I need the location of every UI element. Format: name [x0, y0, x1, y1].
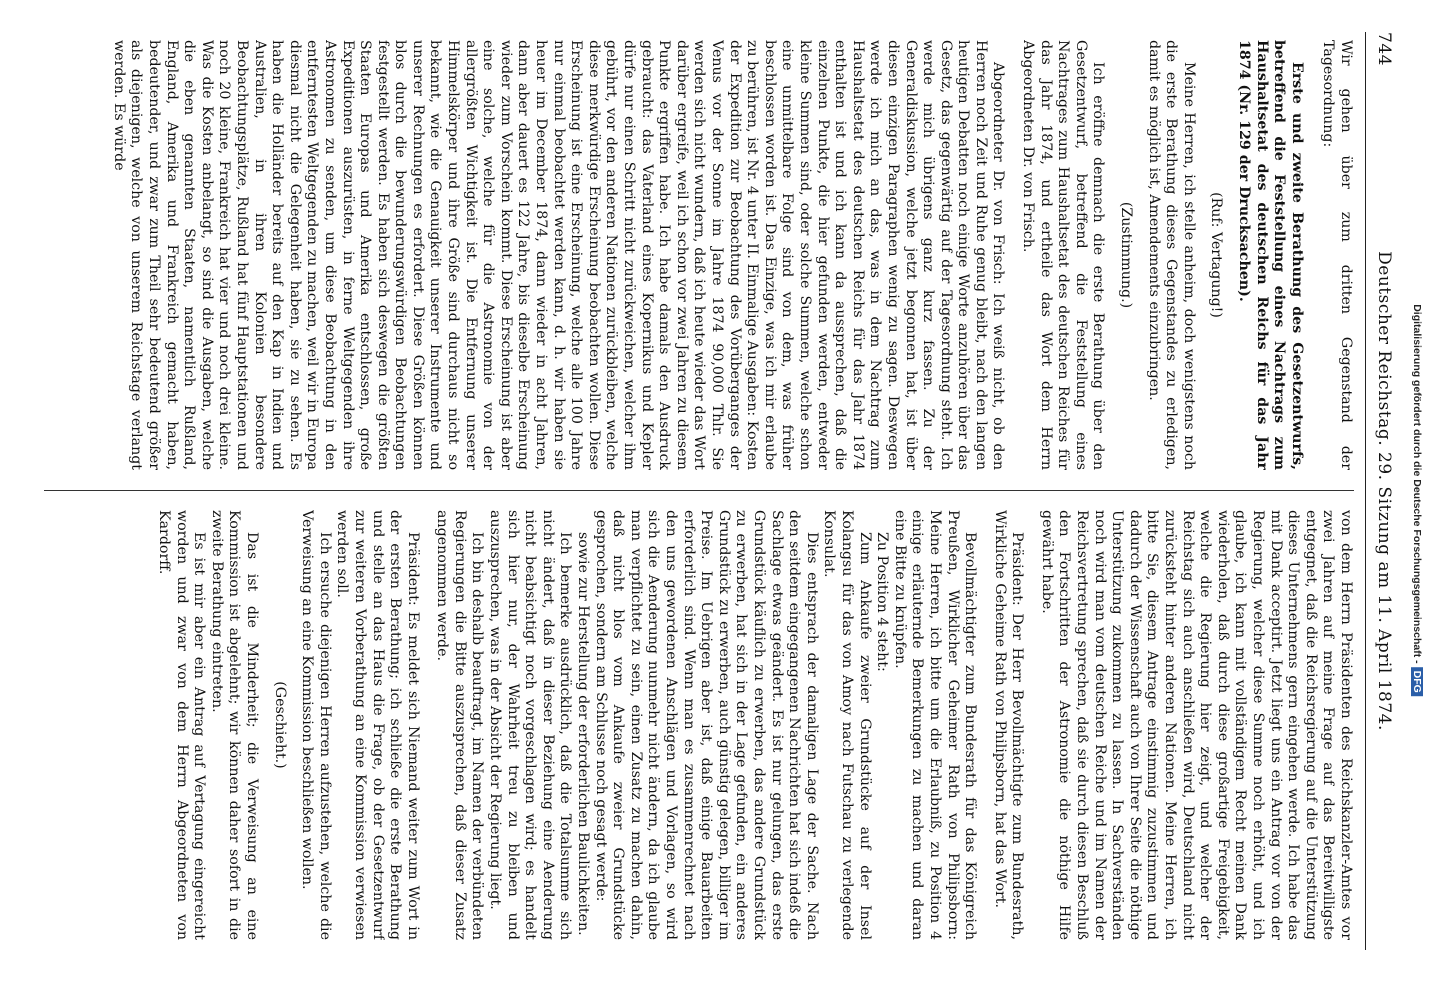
paragraph: Abgeordneter Dr. von Frisch: Ich weiß nicht, ob den Herren noch Zeit und Ruhe genug bleibt, nach den langen heutigen Debatten noch einige Worte anzuhören über das Gesetz, das gegenwärtig auf der Tagesordnung steht. Ich werde mich übrigens ganz kurz fassen. Zu der Generaldiskussion, welche jetzt begonnen hat, ist über diesen einzigen Paragraphen wenig zu sagen. Deswegen werde ich mich an das, was in dem Nachtrag zum Haushaltsetat des deutschen Reichs für das Jahr 1874 enthalten ist und ich kann da aussprechen, daß die einzelnen Punkte, die hier gefunden werden, entweder kleine Summen sind, oder solche Summen, welche schon eine unmittelbare Folge sind von dem, was früher beschlossen worden ist. Das Einzige, was ich mir erlaube zu berühren, ist Nr. 4 unter II. Einmalige Ausgaben: Kosten der Expedition zur Beobachtung des Vorüberganges der Venus vor der Sonne im Jahre 1874 90,000 Thlr. Sie werden sich nicht wundern, daß ich heute wieder das Wort darüber ergreife, weil ich schon vor zwei Jahren zu diesem Punkte ergriffen habe. Ich habe damals den Ausdruck gebraucht: das Vaterland eines Kopernikus und Kepler dürfe nur einen Schritt nicht zurückweichen, welcher ihm gebührt, vor den anderen Nationen zurückbleiben, welche diese merkwürdige Erscheinung beobachten wollen. Diese Erscheinung ist eine Erscheinung, welche alle 100 Jahre nur einmal beobachtet werden kann, d. h. wir haben sie heuer im December 1874, dann wieder in acht Jahren, dann aber dauert es 122 Jahre, bis dieselbe Erscheinung wieder zum Vorschein kommt. Diese Erscheinung ist aber eine solche, welche für die Astronomie von der allergrößten Wichtigkeit ist. Die Entfernung unserer Himmelskörper und ihre Größe sind durchaus nicht so bekannt, wie die Genauigkeit unserer Instrumente und unserer Rechnungen es erfordert. Diese Größen können blos durch die bewunderungswürdigen Beobachtungen festgestellt werden. Es haben sich deswegen die größten Staaten Europas und Amerika entschlossen, große Expeditionen auszurüsten, in ferne Weltgegenden ihre Astronomen zu senden, um diese Beobachtung in den entferntesten Weltgegenden zu machen, weil wir in Europa diesmal nicht die Gelegenheit haben, sie zu sehen. Es haben die Holländer bereits auf den Kap in Indien und Australien, in ihren Kolonien besondere Beobachtungsplätze, Rußland hat fünf Hauptstationen und noch 20 kleine, Frankreich hat vier und noch drei kleine. Was die Kosten anbelangt, so sind die Ausgaben, welche die eben genannten Staaten, namentlich Rußland, England, Amerika und Frankreich gemacht haben, bedeutender, und zwar zum Theil sehr bedeutend größer als diejenigen, welche von unserem Reichstage verlangt werden. Es würde [110, 40, 1007, 470]
paragraph: Meine Herren, ich stelle anheim, doch wenigstens noch die erste Berathung dieses Gegenstandes zu erledigen, damit es möglich ist, Amendements einzubringen. [1145, 40, 1197, 470]
paragraph: Ich bin deshalb beauftragt, im Namen der verbündeten Regierungen die Bitte auszusprechen, daß dieser Zusatz angenommen werde. [434, 510, 486, 940]
paragraph: Präsident: Es meldet sich Niemand weiter zum Wort in der ersten Berathung; ich schließe die erste Berathung und stelle an das Haus die Frage, ob der Gesetzentwurf zur weiteren Vorberathung an eine Kommission verwiesen werden soll. [334, 510, 421, 940]
paragraph-gap [421, 510, 433, 940]
paragraph-gap [1025, 510, 1037, 940]
stage-direction: (Geschieht.) [271, 681, 288, 769]
stage-direction: (Zustimmung.) [1118, 201, 1135, 309]
paragraph: Dies entsprach der damaligen Lage der Sache. Nach den seitdem eingegangenen Nachrichten hat sich indeß die Sachlage etwas geändert. Es ist nur gelungen, das erste Grundstück käuflich zu erwerben, das andere Grundstück zu erwerben, hat sich in der Lage gefunden, ein anderes Grundstück zu erwerben, auch günstig gelegen, billiger im Preise. Im Uebrigen aber ist, daß einige Bauarbeiten erforderlich sind. Wenn man es zusammenrechnet nach den uns gewordenen Anschlägen und Vorlagen, so wird sich die Aenderung nunmehr nicht ändern, da ich glaube man verpflichtet zu sein, einen Zusatz zu machen dahin, daß nicht blos vom Ankaufe zweier Grundstücke gesprochen, sondern am Schlusse noch gesagt werde: [592, 510, 820, 940]
paragraph: von dem Herrn Präsidenten des Reichskanzler-Amtes vor zwei Jahren auf meine Frage auf das Bereitwilligste entgegnet, daß die Reichsregierung auf die Unterstützung dieses Unternehmens gern eingehen werde. Ich habe das mit Dank acceptirt. Jetzt liegt uns ein Antrag vor von der Regierung, welcher diese Summe noch erhöht, und ich glaube, ich kann mit vollständigem Recht meinen Dank wiederholen, daß durch diese großartige Freigebigkeit, welche die Regierung hier zeigt, und welcher der Reichstag sich auch anschließen wird, Deutschland nicht zurücksteht hinter anderen Nationen. Meine Herren, ich bitte Sie, diesem Antrage einstimmig zuzustimmen und dadurch der Wissenschaft auch von Ihrer Seite die nöthige Unterstützung zukommen zu lassen. In Sachverständen noch wird man vom deutschen Reiche und im Namen der Reichsvertretung sprechen, daß sie durch diesen Beschluß den Fortschritten der Astronomie die nöthige Hilfe gewährt habe. [1038, 510, 1354, 940]
paragraph: Zum Ankaufe zweier Grundstücke auf der Insel Kolangsu für das von Amoy nach Futschau zu verlegende Konsulat. [821, 510, 873, 940]
stage-direction: (Ruf: Vertagung!) [1208, 192, 1225, 318]
right-column [44, 510, 1354, 940]
credit-text: Digitalisierung gefördert durch die Deutsche Forschungsgemeinschaft - [1411, 304, 1423, 664]
running-title: Deutscher Reichstag. 29. Sitzung am 11. April 1874. [1374, 251, 1394, 731]
paragraph-gap [978, 510, 990, 940]
header-rule [1365, 32, 1366, 950]
agenda-heading: Erste und zweite Berathung des Gesetzentwurfs, betreffend die Feststellung eines Nachtrags zum Haushaltsetat des deutschen Reichs für das Jahr 1874 (Nr. 129 der Drucksachen). [1236, 40, 1305, 470]
page-header [1362, 32, 1402, 950]
paragraph: sowie zur Herstellung der erforderlichen Baulichkeiten. [575, 532, 592, 936]
paragraph: Ich ersuche diejenigen Herren aufzustehen, welche die Verweisung an eine Kommission beschließen wollen. [299, 510, 333, 940]
left-column [44, 40, 1354, 470]
paragraph: Ich eröffne demnach die erste Berathung über den Gesetzentwurf, betreffend die Feststellung eines Nachtrages zum Haushaltsetat des deutschen Reiches für das Jahr 1874, und ertheile das Wort dem Herrn Abgeordneten Dr. von Frisch. [1020, 40, 1107, 470]
paragraph-gap [1007, 40, 1019, 470]
paragraph: Bevollmächtigter zum Bundesrath für das Königreich Preußen, Wirklicher Geheimer Rath von Philipsborn: Meine Herren, ich bitte um die Erlaubniß, zu Position 4 einige erläuternde Bemerkungen zu machen und daran eine Bitte zu knüpfen. [891, 510, 979, 940]
digitization-credit [1411, 304, 1423, 696]
paragraph: Ich bemerke ausdrücklich, daß die Totalsumme sich nicht ändert, daß in dieser Beziehung eine Aenderung nicht beabsichtigt noch vorgeschlagen wird; es handelt sich hier nur, der Wahrheit treu zu bleiben und auszusprechen, was in der Absicht der Regierung liegt. [487, 510, 574, 940]
paragraph: Zu Position 4 steht: [874, 532, 891, 672]
scanned-page [16, 10, 1416, 990]
paragraph: Wir gehen über zum dritten Gegenstand der Tagesordnung: [1320, 40, 1354, 470]
paragraph: Präsident: Der Herr Bevollmächtigte zum Bundesrath, Wirkliche Geheime Rath von Philipsborn, hat das Wort. [991, 510, 1026, 940]
dfg-logo: DFG [1411, 668, 1423, 696]
paragraph: Das ist die Minderheit; die Verweisung an eine Kommission ist abgelehnt; wir können daher sofort in die zweite Berathung eintreten. [208, 510, 260, 940]
paragraph: Es ist mir aber ein Antrag auf Vertagung eingereicht worden und zwar von dem Herrn Abgeordneten von Kardorff. [156, 510, 208, 940]
column-divider [44, 490, 1354, 491]
page-number: 744 [1374, 32, 1394, 66]
